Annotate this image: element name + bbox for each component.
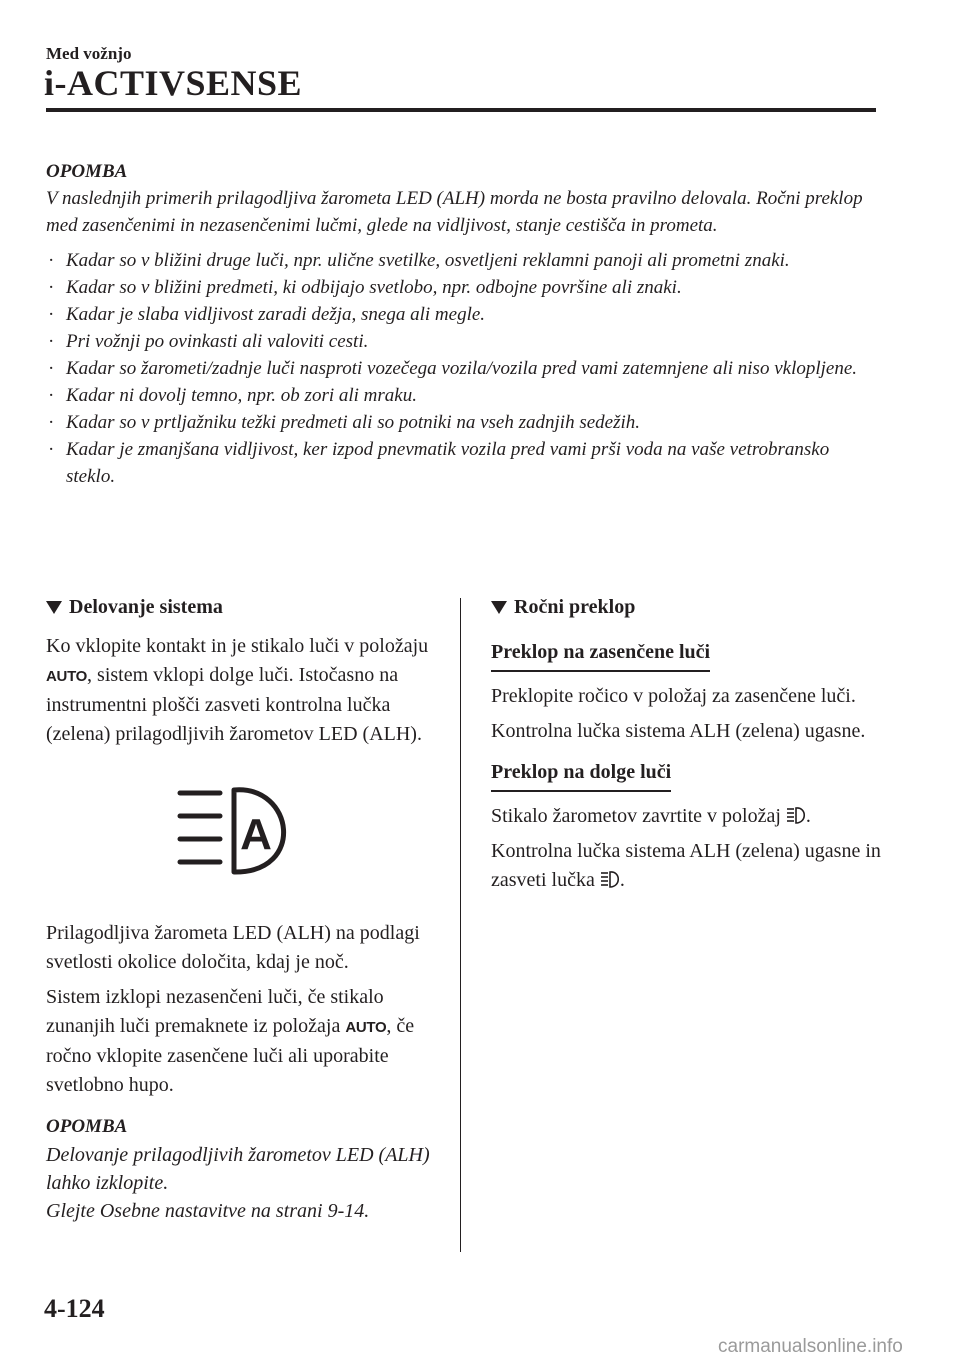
list-item: · Pri vožnji po ovinkasti ali valoviti cesti. [46, 328, 882, 355]
paragraph-operation: Ko vklopite kontakt in je stikalo luči v položaju AUTO, sistem vklopi dolge luči. Istočasno na instrumentni plošči zasveti kontrolna lučka (zelena) prilagodljivih žarometov LED (ALH). [46, 635, 429, 745]
auto-label-icon: AUTO [46, 668, 88, 685]
paragraph-switch-off: Sistem izklopi nezasenčeni luči, če stikalo zunanjih luči premaknete iz položaja AUTO, če ročno vklopite zasenčene luči ali uporabite svetlobno hupo. [46, 986, 415, 1096]
list-item: · Kadar so v prtljažniku težki predmeti ali so potniki na vseh zadnjih sedežih. [46, 409, 882, 436]
triangle-marker-icon [46, 601, 62, 614]
subheading-low-beam: Preklop na zasenčene luči [491, 638, 710, 672]
note-bottom [46, 1112, 441, 1225]
bullet-icon: · [48, 385, 55, 406]
chapter-title: i-ACTIVSENSE [44, 63, 303, 103]
page-number: 4-124 [44, 1294, 105, 1323]
note-bottom-line: Delovanje prilagodljivih žarometov LED (ALH) lahko izklopite. [46, 1144, 430, 1194]
bullet-icon: · [48, 439, 55, 460]
list-item: · Kadar je zmanjšana vidljivost, ker izpod pnevmatik vozila pred vami prši voda na vaše vetrobransko steklo. [46, 436, 882, 490]
subheading-high-beam: Preklop na dolge luči [491, 758, 671, 792]
note-top [46, 161, 882, 490]
high-beam-icon [786, 807, 806, 824]
bullet-icon: · [48, 250, 55, 271]
paragraph-night-detection: Prilagodljiva žarometa LED (ALH) na podlagi svetlosti okolice določita, kdaj je noč. [46, 922, 420, 973]
column-divider [460, 598, 461, 1252]
section-label: Med vožnjo [46, 44, 132, 63]
note-top-list [46, 247, 882, 490]
heading-manual-switching: Ročni preklop [491, 593, 886, 622]
paragraph-high-beam: Stikalo žarometov zavrtite v položaj . [491, 805, 811, 827]
alh-icon-letter: A [240, 810, 272, 859]
note-top-text: V naslednjih primerih prilagodljiva žarometa LED (ALH) morda ne bosta pravilno delovala. Ročni preklop med zasenčenimi in nezasenčenimi lučmi, glede na vidljivost, stanje cestišča in prometa. [46, 188, 863, 236]
paragraph-high-beam-indicator: Kontrolna lučka sistema ALH (zelena) ugasne in zasveti lučka . [491, 840, 881, 891]
watermark: carmanualsonline.info [718, 1336, 903, 1357]
bullet-icon: · [48, 412, 55, 433]
note-bottom-reference: Glejte Osebne nastavitve na strani 9-14. [46, 1200, 370, 1222]
bullet-icon: · [48, 358, 55, 379]
paragraph-low-beam-indicator: Kontrolna lučka sistema ALH (zelena) ugasne. [491, 720, 866, 742]
high-beam-icon [600, 871, 620, 888]
bullet-icon: · [48, 304, 55, 325]
list-item: · Kadar je slaba vidljivost zaradi dežja, snega ali megle. [46, 301, 882, 328]
note-bottom-title: OPOMBA [46, 1116, 128, 1137]
list-item: · Kadar ni dovolj temno, npr. ob zori ali mraku. [46, 382, 882, 409]
right-column [491, 593, 886, 901]
paragraph-low-beam: Preklopite ročico v položaj za zasenčene luči. [491, 685, 856, 707]
bullet-icon: · [48, 331, 55, 352]
left-column [46, 593, 441, 1225]
note-top-title: OPOMBA [46, 161, 128, 182]
list-item: · Kadar so v bližini druge luči, npr. ulične svetilke, osvetljeni reklamni panoji ali prometni znaki. [46, 247, 882, 274]
bullet-icon: · [48, 277, 55, 298]
list-item: · Kadar so v bližini predmeti, ki odbijajo svetlobo, npr. odbojne površine ali znaki. [46, 274, 882, 301]
list-item: · Kadar so žarometi/zadnje luči nasproti vozečega vozila/vozila pred vami zatemnjene ali niso vklopljene. [46, 355, 882, 382]
header-rule [46, 108, 876, 112]
heading-system-operation: Delovanje sistema [46, 593, 441, 622]
triangle-marker-icon [491, 601, 507, 614]
alh-indicator-icon [176, 787, 300, 875]
auto-label-icon: AUTO [345, 1019, 387, 1036]
